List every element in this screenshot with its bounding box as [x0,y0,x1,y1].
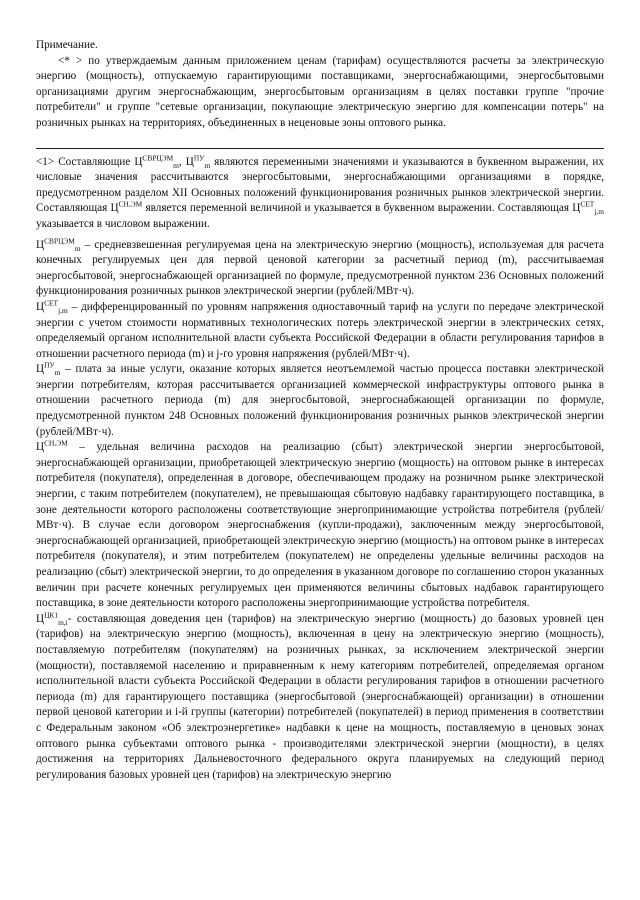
note-title: Примечание. [36,39,98,51]
footnote-1: <1> Составляющие $Ц^{СВРЦЭМ}_m$, $Ц^{ПУ}_m$ являются переменными значениями и указываются в буквенном выражении, их числовые значения рассчитываются энергосбытовыми, энергоснабжающими организациями в порядке, предусмотренном разделом XII Основных положений функционирования розничных рынков электрической энергии. Составляющая $Ц^{СН,ЭМ}$ является переменной величиной и указывается в буквенном выражении. Составляющая $Ц^{СЕТ}_{j,m}$ указывается в числовом выражении. [36,152,605,230]
definition-set-text: – дифференцированный по уровням напряжения одноставочный тариф на услуги по передаче электрической энергии с учетом стоимости нормативных технологических потерь электрической энергии в электрических сетях, определяемый органом исполнительной власти субъекта Российской Федерации в области регулирования тарифов в отношении расчетного периода (m) и j-го уровня напряжения (рублей/МВт·ч). [36,300,604,360]
symbol-c-svrcem: $Ц^{СВРЦЭМ}_m$ [134,152,179,170]
symbol-c-snem: $Ц^{СН,ЭМ}$ [110,199,143,215]
symbol-c-pu: $Ц^{ПУ}_m$ [185,152,211,170]
symbol-c-set: $Ц^{СЕТ}_{j,m}$ [36,298,68,316]
definition-ck1-text: - составляющая доведения цен (тарифов) на электрическую энергию (мощность) до базовых уровней цен (тарифов) на электрическую энергию (мощность), включенная в цену на электрическую энергию (мощность), поставляемую потребителям (покупателям) на розничных рынках, за исключением электрической энергии (мощности), поставляемой населению и приравненным к нему категориям потребителей, определяемая органом исполнительной власти субъекта Российской Федерации в области регулирования тарифов в отношении расчетного периода (m) для гарантирующего поставщика (энергосбытовой (энергоснабжающей) организации) в отношении первой ценовой категории и i-й группы (категории) потребителей (покупателей) в период применения в соответствии с Федеральным законом «Об электроэнергетике» надбавки к цене на мощность, поставляемую в ценовых зонах оптового рынка субъектами оптового рынка - производителями электрической энергии (мощности), в целях достижения на территориях Дальневосточного федерального округа планируемых на следующий период регулирования базовых уровней цен (тарифов) на электрическую энергию [36,612,604,781]
definition-pu [36,362,604,440]
definition-pu-text: – плата за иные услуги, оказание которых является неотъемлемой частью процесса поставки электрической энергии потребителям, которая рассчитывается организацией коммерческой инфраструктуры оптового рынка в отношении расчетного периода (m) для энергосбытовой, энергоснабжающей организации по формуле, предусмотренной пунктом 248 Основных положений функционирования розничных рынков электрической энергии (рублей/МВт·ч). [36,363,604,438]
symbol-c-svrcem: $Ц^{СВРЦЭМ}_m$ [36,235,81,253]
definition-snem [36,440,604,612]
footnote-separator [36,148,604,149]
definition-set [36,300,604,362]
symbol-c-pu: $Ц^{ПУ}_m$ [36,360,61,378]
footnote-1-text-c: является переменной величиной и указывается в буквенном выражении. Составляющая [142,202,573,215]
footnote-1-text-a: <1> Составляющие [36,155,135,168]
symbol-c-snem: $Ц^{СН,ЭМ}$ [36,438,68,454]
footnote-1-text-d: указывается в числовом выражении. [36,217,210,230]
footnote-1-text-b: являются переменными значениями и указываются в буквенном выражении, их числовые значения рассчитываются энергосбытовыми, энергоснабжающими организациями в порядке, предусмотренном разделом XII Основных положений функционирования розничных рынков электрической энергии. Составляющая [36,155,605,215]
definition-snem-text: – удельная величина расходов на реализацию (сбыт) электрической энергии энергосбытовой, энергоснабжающей организации, приобретающей электрическую энергию (мощность) на оптовом рынке в интересах потребителя (покупателя), определенная в договоре, обеспечивающем продажу на розничном рынке электрической энергии, с таким потребителем (покупателем), не превышающая сбытовую надбавку гарантирующего поставщика, в зоне деятельности которого расположены соответствующие энергопринимающие устройства потребителя (рублей/МВт·ч). В случае если договором энергоснабжения (купли-продажи), заключенным между энергосбытовой, энергоснабжающей организацией, приобретающей электрическую энергию (мощность) на оптовом рынке в интересах потребителя (покупателя), и этим потребителем (покупателем) не определены удельные величины расходов на реализацию (сбыт) электрической энергии, то до определения в указанном договоре по соглашению сторон указанных величин при расчете конечных регулируемых цен применяются величины сбытовых надбавок гарантирующего поставщика, в зоне деятельности которого расположены энергопринимающие устройства потребителя. [36,441,604,610]
note-body: <* > по утверждаемым данным приложением ценам (тарифам) осуществляются расчеты за электрическую энергию (мощность), отпускаемую гарантирующими поставщиками, энергоснабжающими, энергосбытовыми организациями другим энергоснабжающим, энергосбытовым организациям в целях поставки группе "прочие потребители" и группе "сетевые организации, покупающие электрическую энергию для компенсации потерь" на розничных рынках на территориях, объединенных в неценовые зоны оптового рынка. [36,54,604,129]
symbol-c-set: $Ц^{СЕТ}_{j,m}$ [572,199,604,217]
definition-ck1 [36,612,604,784]
symbol-c-ck1: $Ц^{ЦК1}_{m,i}$ [36,610,68,628]
definition-svrcem [36,235,604,300]
definition-svrcem-text: – средневзвешенная регулируемая цена на электрическую энергию (мощность), используемая для расчета конечных регулируемых цен для первой ценовой категории за расчетный период (m), рассчитываемая энергосбытовой, энергоснабжающей организацией по формуле, предусмотренной пунктом 236 Основных положений функционирования розничных рынков электрической энергии (рублей/МВт·ч). [36,238,604,298]
